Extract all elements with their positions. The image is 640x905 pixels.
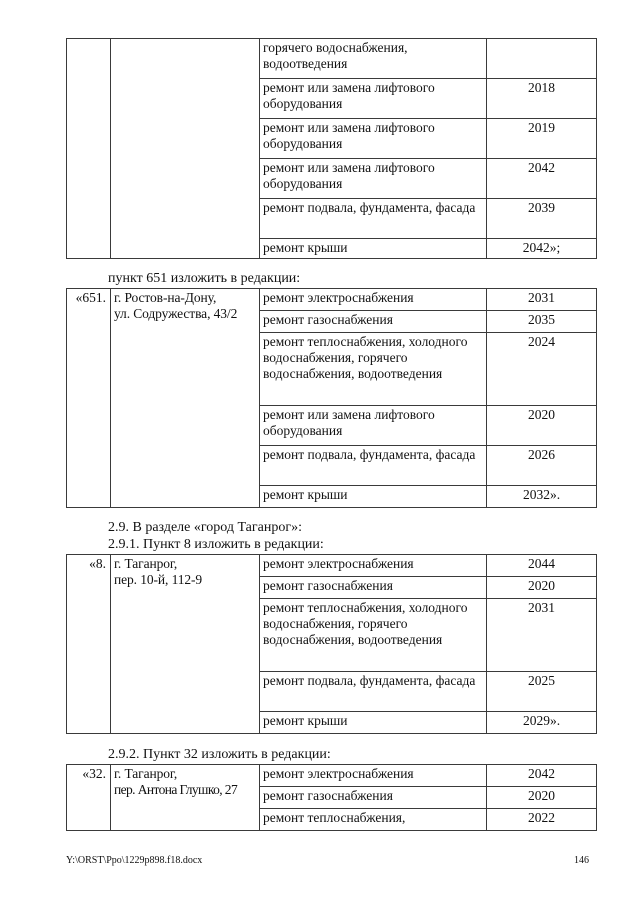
cell-work: ремонт крыши [260,712,487,734]
cell-work: ремонт подвала, фундамента, фасада [260,199,487,239]
table-row [67,289,597,311]
cell-address [111,765,260,831]
table-row [67,765,597,787]
cell-year: 2044 [487,555,597,577]
cell-year: 2018 [487,79,597,119]
paragraph-651: пункт 651 изложить в редакции: [108,271,301,286]
paragraph-2-9-1: 2.9.1. Пункт 8 изложить в редакции: [108,537,324,552]
cell-year: 2019 [487,119,597,159]
footer-page-number: 146 [574,855,589,866]
cell-work: ремонт или замена лифтового оборудования [260,406,487,446]
cell-year: 2020 [487,406,597,446]
cell-work: ремонт электроснабжения [260,289,487,311]
address-line-1: г. Ростов-на-Дону, [114,290,217,305]
cell-work: ремонт газоснабжения [260,787,487,809]
address-line-2: пер. 10-й, 112-9 [114,572,203,587]
paragraph-2-9-2: 2.9.2. Пункт 32 изложить в редакции: [108,747,331,762]
cell-year: 2022 [487,809,597,831]
cell-address [111,39,260,259]
cell-number: «8. [67,555,111,734]
cell-work: ремонт теплоснабжения, [260,809,487,831]
cell-work: ремонт газоснабжения [260,577,487,599]
address-line-2: ул. Содружества, 43/2 [114,306,238,321]
cell-work: ремонт подвала, фундамента, фасада [260,672,487,712]
cell-work: ремонт теплоснабжения, холодного водоснабжения, горячего водоснабжения, водоотведения [260,599,487,672]
cell-year: 2042 [487,159,597,199]
cell-work: ремонт или замена лифтового оборудования [260,159,487,199]
cell-work: ремонт электроснабжения [260,765,487,787]
cell-year: 2031 [487,599,597,672]
table-row [67,39,597,79]
address-line-2: пер. Антона Глушко, 27 [114,782,238,797]
table-item-8 [66,554,597,734]
cell-number [67,39,111,259]
footer-file-path: Y:\ORST\Ppo\1229p898.f18.docx [66,855,203,866]
cell-work: ремонт электроснабжения [260,555,487,577]
cell-year: 2039 [487,199,597,239]
cell-year: 2024 [487,333,597,406]
cell-year: 2042 [487,765,597,787]
cell-year: 2020 [487,577,597,599]
paragraph-2-9: 2.9. В разделе «город Таганрог»: [108,520,302,535]
cell-work: ремонт или замена лифтового оборудования [260,79,487,119]
cell-year: 2029». [487,712,597,734]
cell-year: 2031 [487,289,597,311]
table-continuation [66,38,597,259]
cell-address [111,289,260,508]
table-item-651 [66,288,597,508]
cell-work: ремонт газоснабжения [260,311,487,333]
cell-number: «32. [67,765,111,831]
cell-number: «651. [67,289,111,508]
address-line-1: г. Таганрог, [114,556,178,571]
cell-year [487,39,597,79]
cell-work: ремонт или замена лифтового оборудования [260,119,487,159]
cell-year: 2032». [487,486,597,508]
cell-year: 2020 [487,787,597,809]
cell-year: 2025 [487,672,597,712]
table-item-32 [66,764,597,831]
cell-work: ремонт подвала, фундамента, фасада [260,446,487,486]
cell-address [111,555,260,734]
cell-year: 2026 [487,446,597,486]
table-row [67,555,597,577]
cell-work: ремонт крыши [260,486,487,508]
cell-work: ремонт крыши [260,239,487,259]
cell-year: 2035 [487,311,597,333]
cell-year: 2042»; [487,239,597,259]
cell-work: горячего водоснабжения, водоотведения [260,39,487,79]
cell-work: ремонт теплоснабжения, холодного водоснабжения, горячего водоснабжения, водоотведения [260,333,487,406]
address-line-1: г. Таганрог, [114,766,178,781]
